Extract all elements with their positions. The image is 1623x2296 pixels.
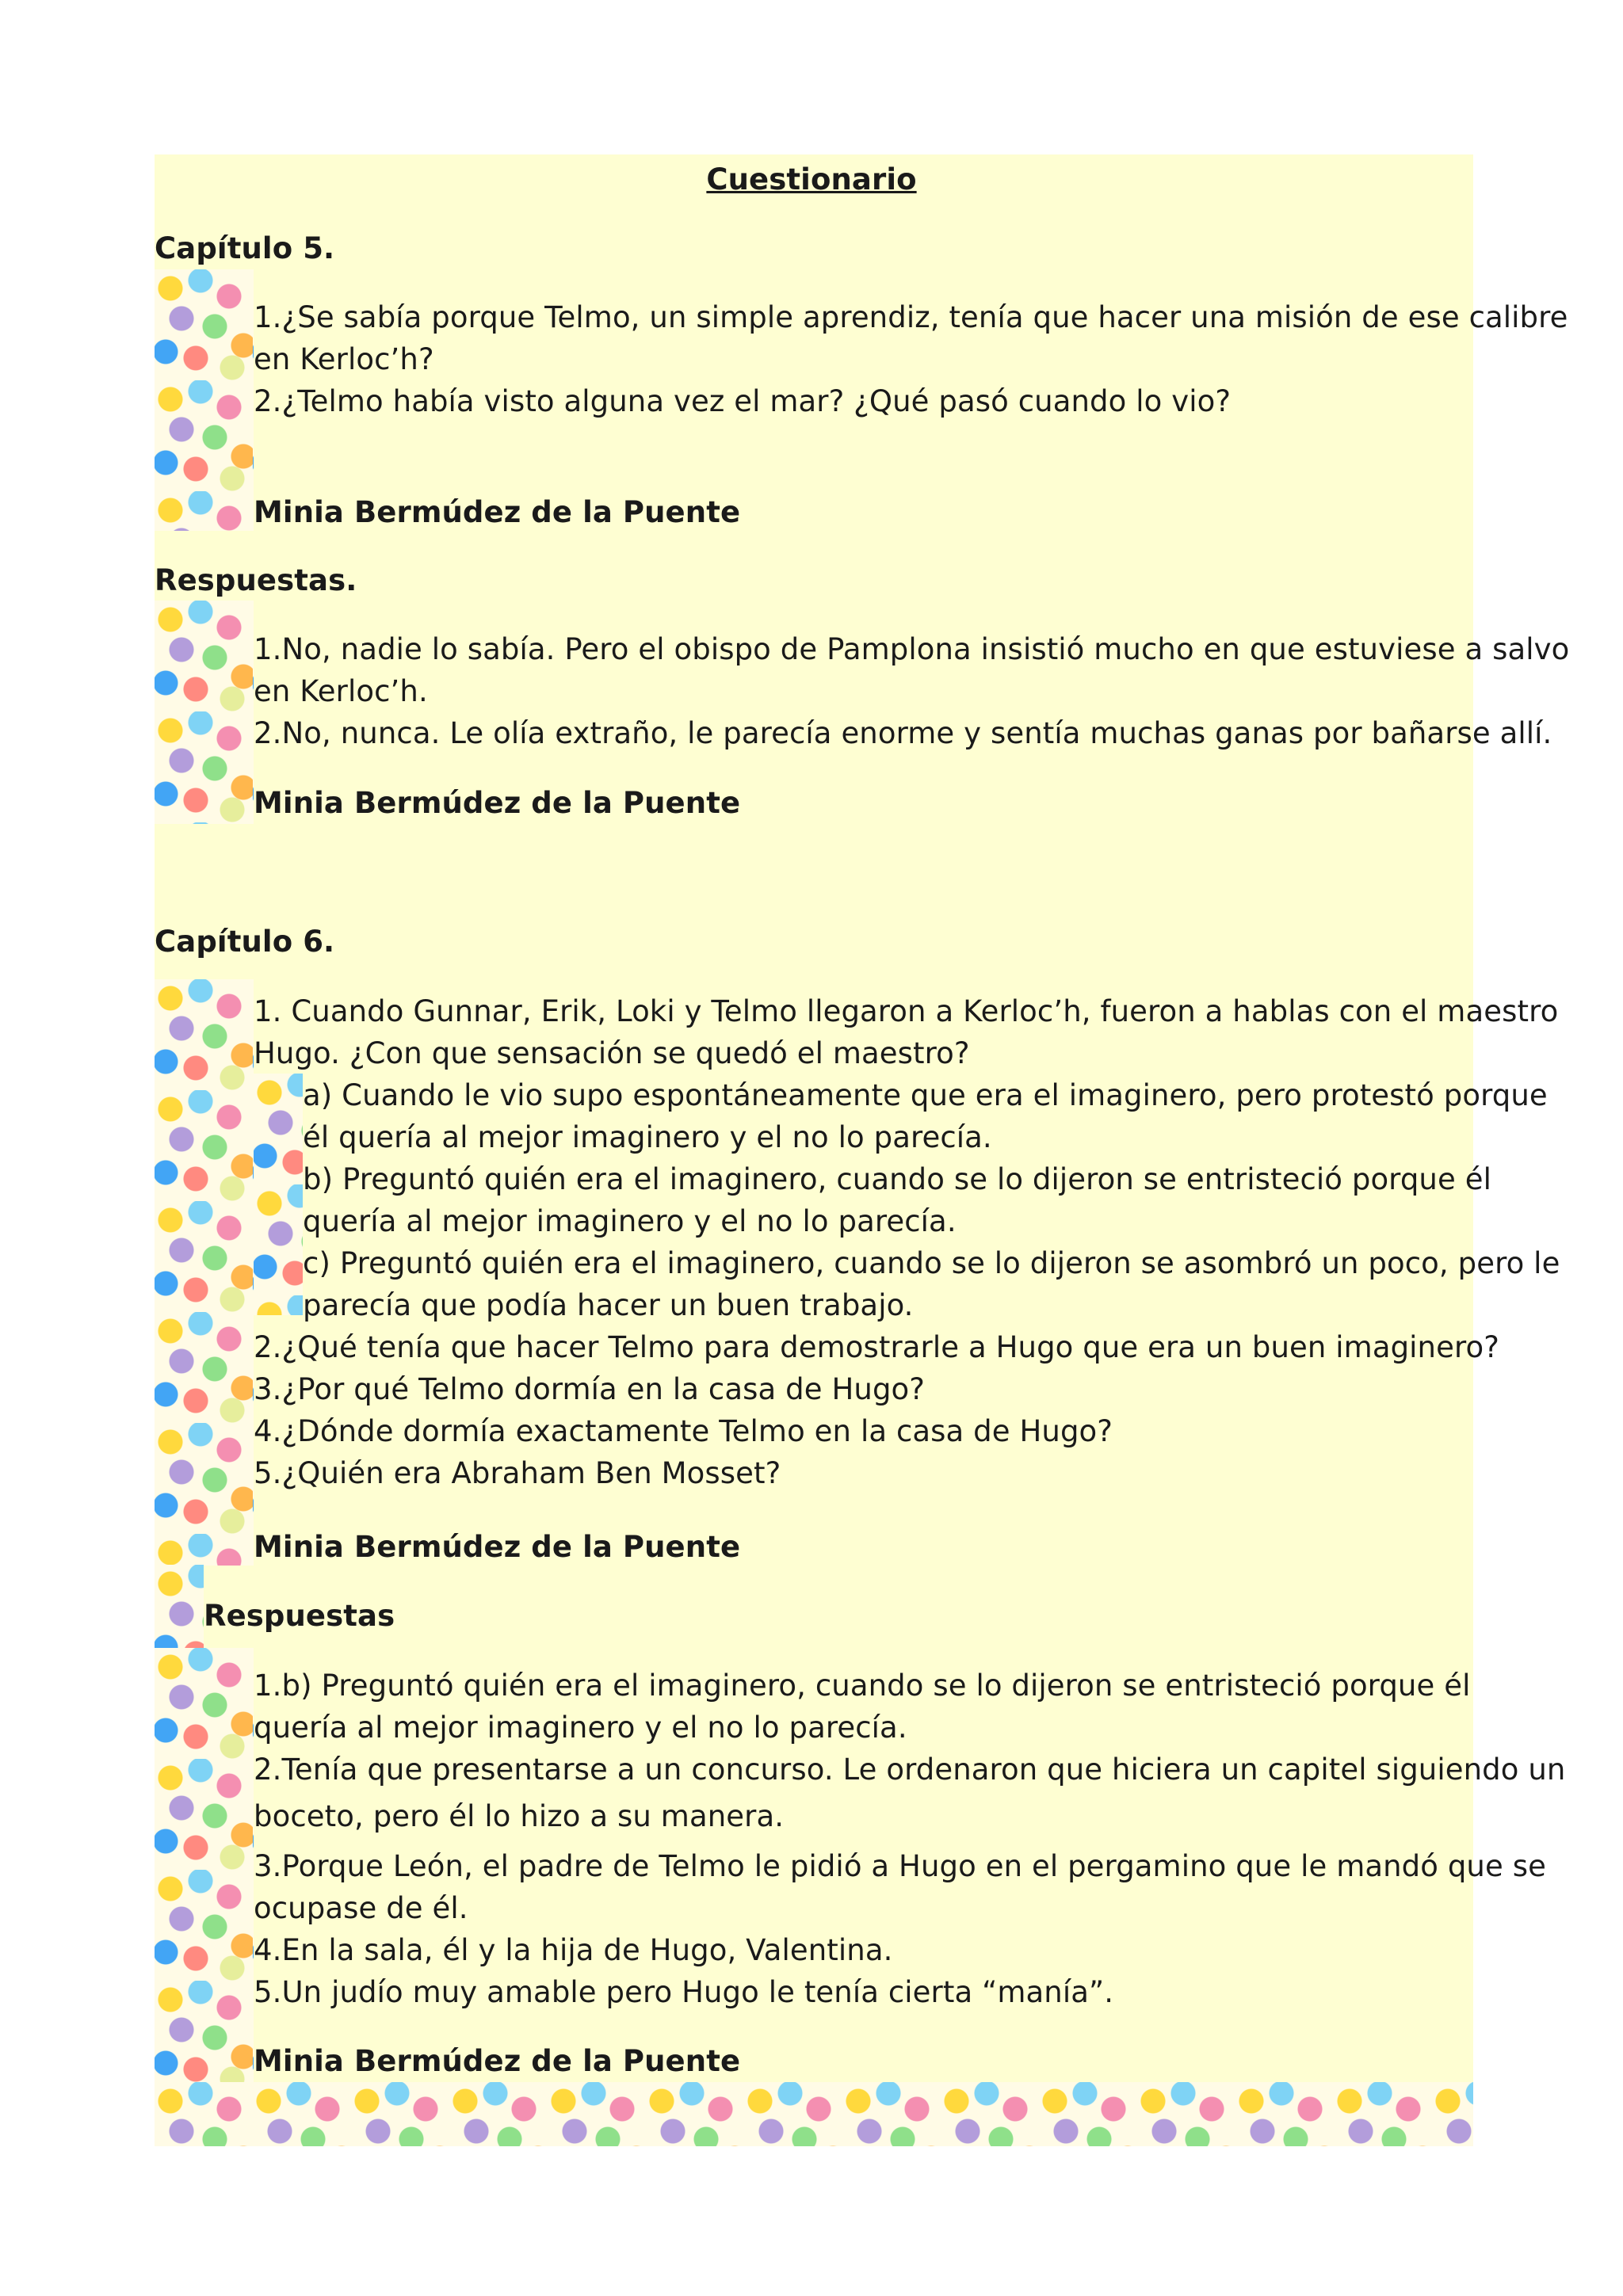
cap6-question-line: 3.¿Por qué Telmo dormía en la casa de Hugo? [254, 1372, 926, 1406]
cap6-question-line: 5.¿Quién era Abraham Ben Mosset? [254, 1456, 781, 1490]
confetti-border-cap5-questions [155, 269, 254, 531]
cap6-question-line: 4.¿Dónde dormía exactamente Telmo en la casa de Hugo? [254, 1414, 1113, 1448]
confetti-border-bottom [155, 2082, 1473, 2146]
confetti-border-cap6-answers [155, 1648, 254, 2082]
chapter-6-heading: Capítulo 6. [155, 925, 335, 959]
cap6-question-line: 2.¿Qué tenía que hacer Telmo para demostrarle a Hugo que era un buen imaginero? [254, 1330, 1499, 1364]
cap6-author: Minia Bermúdez de la Puente [254, 1530, 741, 1564]
cap6-answer-line: 4.En la sala, él y la hija de Hugo, Valentina. [254, 1933, 893, 1967]
confetti-border-cap5-answers [155, 601, 254, 824]
cap6-answer-line: 1.b) Preguntó quién era el imaginero, cuando se lo dijeron se entristeció porque él [254, 1669, 1471, 1703]
cap6-option-line: b) Preguntó quién era el imaginero, cuando se lo dijeron se entristeció porque él [303, 1162, 1491, 1196]
document-title: Cuestionario [706, 162, 917, 196]
cap6-option-line: quería al mejor imaginero y el no lo parecía. [303, 1204, 957, 1238]
chapter-5-heading: Capítulo 5. [155, 231, 335, 265]
cap5-answer-line: en Kerloc’h. [254, 674, 428, 708]
cap6-answer-line: ocupase de él. [254, 1891, 468, 1925]
cap5-question-line: 2.¿Telmo había visto alguna vez el mar? ¿Qué pasó cuando lo vio? [254, 384, 1232, 418]
cap5-answer-line: 1.No, nadie lo sabía. Pero el obispo de Pamplona insistió mucho en que estuviese a salvo [254, 632, 1570, 666]
cap6-option-line: él quería al mejor imaginero y el no lo parecía. [303, 1120, 992, 1154]
cap6-answers-heading: Respuestas [204, 1599, 395, 1633]
cap5-answers-author: Minia Bermúdez de la Puente [254, 786, 741, 820]
cap6-option-line: parecía que podía hacer un buen trabajo. [303, 1288, 914, 1322]
cap5-author: Minia Bermúdez de la Puente [254, 495, 741, 529]
cap6-option-line: c) Preguntó quién era el imaginero, cuando se lo dijeron se asombró un poco, pero le [303, 1246, 1560, 1280]
cap6-question-line: Hugo. ¿Con que sensación se quedó el maestro? [254, 1036, 970, 1070]
cap6-answer-line: boceto, pero él lo hizo a su manera. [254, 1799, 785, 1833]
cap6-answer-line: 3.Porque León, el padre de Telmo le pidió a Hugo en el pergamino que le mandó que se [254, 1849, 1546, 1883]
confetti-border-cap6-questions [155, 979, 254, 1566]
cap5-answers-heading: Respuestas. [155, 563, 357, 597]
cap6-question-line: 1. Cuando Gunnar, Erik, Loki y Telmo llegaron a Kerloc’h, fueron a hablas con el maestro [254, 994, 1559, 1028]
confetti-border-cap6-options [254, 1074, 303, 1315]
cap5-question-line: 1.¿Se sabía porque Telmo, un simple aprendiz, tenía que hacer una misión de ese calibre [254, 300, 1568, 334]
cap6-option-line: a) Cuando le vio supo espontáneamente que era el imaginero, pero protestó porque [303, 1078, 1548, 1112]
cap6-answer-line: 5.Un judío muy amable pero Hugo le tenía cierta “manía”. [254, 1975, 1114, 2009]
cap5-question-line: en Kerloc’h? [254, 342, 434, 376]
confetti-border-cap6-respuestas-heading [155, 1565, 204, 1648]
cap5-answer-line: 2.No, nunca. Le olía extraño, le parecía enorme y sentía muchas ganas por bañarse allí. [254, 716, 1552, 750]
cap6-answers-author: Minia Bermúdez de la Puente [254, 2044, 741, 2078]
cap6-answer-line: quería al mejor imaginero y el no lo parecía. [254, 1711, 907, 1745]
cap6-answer-line: 2.Tenía que presentarse a un concurso. Le ordenaron que hiciera un capitel siguiendo un [254, 1753, 1566, 1787]
